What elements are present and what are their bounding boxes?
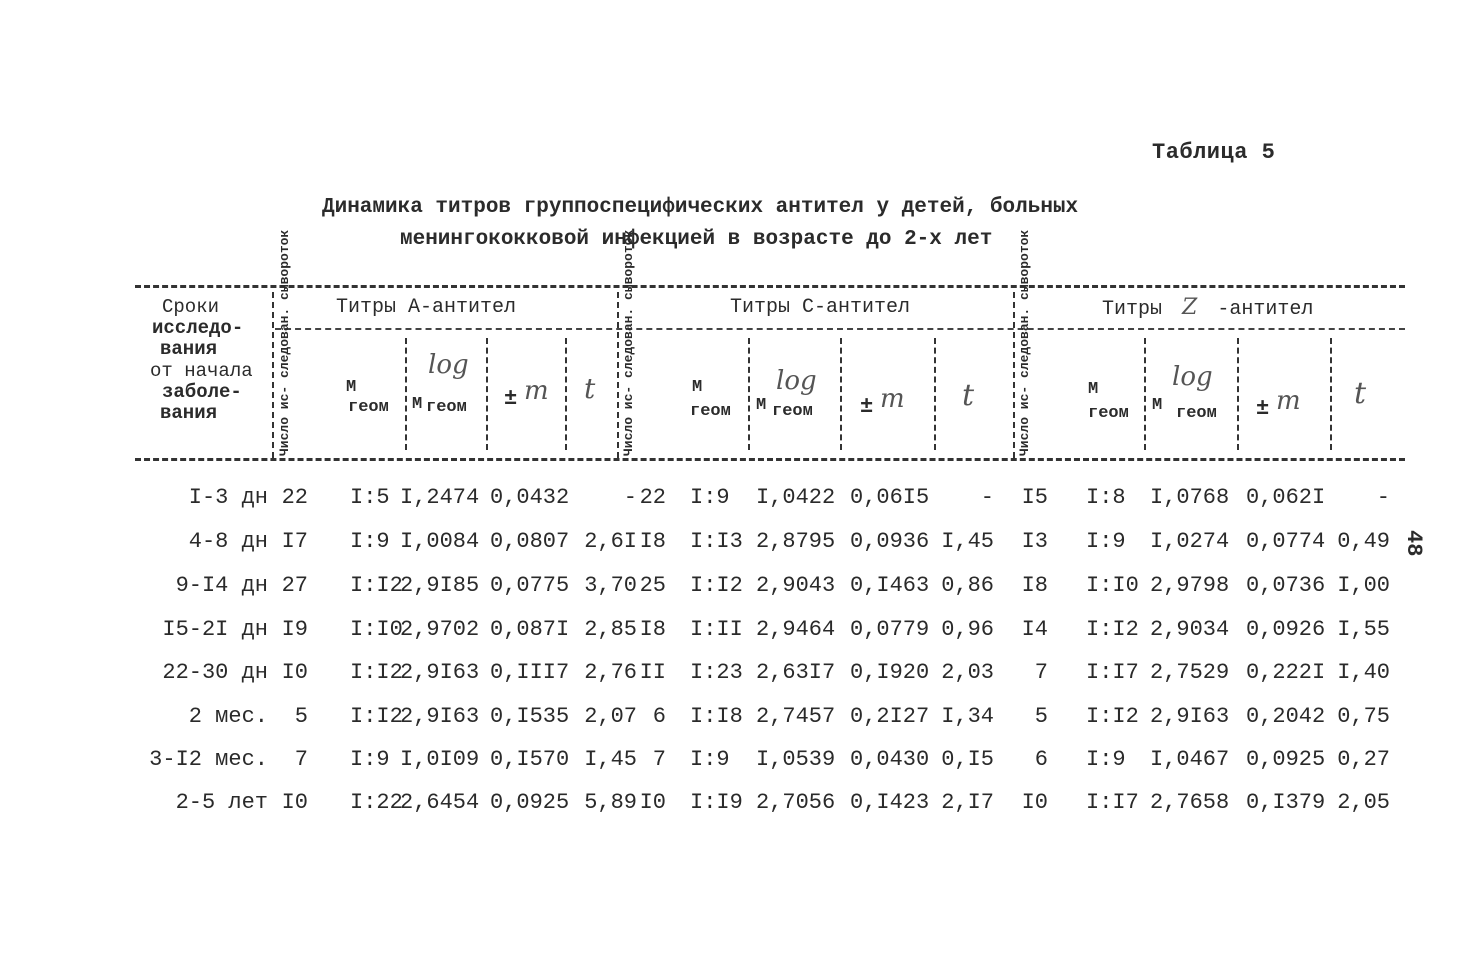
column-separator xyxy=(748,338,750,450)
column-separator xyxy=(565,338,567,450)
value-cell: 0,062I xyxy=(1246,485,1326,510)
log-label: log xyxy=(776,366,817,396)
value-cell: 0,I5 xyxy=(941,747,994,772)
value-cell: - xyxy=(1376,485,1390,510)
plus-minus: ± xyxy=(504,386,518,411)
period-cell: 3-I2 мес. xyxy=(149,747,268,772)
value-cell: 0,0779 xyxy=(850,617,930,642)
value-cell: 6 xyxy=(1034,747,1048,772)
value-cell: 2,03 xyxy=(941,660,994,685)
value-cell: I:II xyxy=(690,617,743,642)
value-cell: I:9 xyxy=(690,485,730,510)
value-cell: 2,I7 xyxy=(941,790,994,815)
value-cell: 2,6454 xyxy=(400,790,480,815)
value-cell: 2,76 xyxy=(584,660,637,685)
value-cell: 27 xyxy=(281,573,308,598)
c-t-header: t xyxy=(962,378,975,413)
value-cell: I,00 xyxy=(1337,573,1390,598)
value-cell: 0,0807 xyxy=(490,529,570,554)
group-z-symbol: Z xyxy=(1182,295,1198,320)
value-cell: I:I0 xyxy=(350,617,403,642)
value-cell: 0,222I xyxy=(1246,660,1326,685)
value-cell: 0,2042 xyxy=(1246,704,1326,729)
value-cell: I,0422 xyxy=(756,485,836,510)
value-cell: 0,I423 xyxy=(850,790,930,815)
value-cell: 25 xyxy=(639,573,666,598)
value-cell: 2,9798 xyxy=(1150,573,1230,598)
m-letter: M xyxy=(346,378,357,397)
value-cell: I5 xyxy=(1021,485,1048,510)
column-separator xyxy=(486,338,488,450)
value-cell: I:I2 xyxy=(690,573,743,598)
value-cell: I:I2 xyxy=(1086,704,1139,729)
count-z-header: Число ис- следован. сывороток xyxy=(1017,229,1032,456)
column-separator xyxy=(840,338,842,450)
m-letter: M xyxy=(756,396,767,415)
value-cell: I:I3 xyxy=(690,529,743,554)
period-cell: 4-8 дн xyxy=(188,529,268,554)
geom-label: геом xyxy=(690,402,731,421)
value-cell: 3,70 xyxy=(584,573,637,598)
value-cell: I,2474 xyxy=(400,485,480,510)
a-t-header: t xyxy=(584,372,596,405)
value-cell: I0 xyxy=(639,790,666,815)
value-cell: I:9 xyxy=(1086,529,1126,554)
value-cell: 0,0936 xyxy=(850,529,930,554)
value-cell: I:9 xyxy=(350,747,390,772)
value-cell: I0 xyxy=(281,660,308,685)
geom-label: геом xyxy=(348,398,389,417)
value-cell: I:9 xyxy=(1086,747,1126,772)
value-cell: 2,6I xyxy=(584,529,637,554)
value-cell: 6 xyxy=(652,704,666,729)
value-cell: I9 xyxy=(281,617,308,642)
period-cell: 22-30 дн xyxy=(162,660,268,685)
table-title-line-2: менингококковой инфекцией в возрасте до 2-х лет xyxy=(400,228,993,251)
plus-minus: ± xyxy=(860,394,874,419)
value-cell: I:9 xyxy=(350,529,390,554)
period-cell: 9-I4 дн xyxy=(175,573,268,598)
value-cell: 2,7529 xyxy=(1150,660,1230,685)
value-cell: 2,9043 xyxy=(756,573,836,598)
value-cell: 2,9702 xyxy=(400,617,480,642)
value-cell: I,0467 xyxy=(1150,747,1230,772)
value-cell: 0,96 xyxy=(941,617,994,642)
value-cell: 0,0774 xyxy=(1246,529,1326,554)
value-cell: 2,05 xyxy=(1337,790,1390,815)
value-cell: 0,087I xyxy=(490,617,570,642)
table-top-rule xyxy=(135,285,1405,288)
header-bottom-rule xyxy=(135,458,1405,461)
period-cell: I-3 дн xyxy=(188,485,268,510)
value-cell: I,0539 xyxy=(756,747,836,772)
value-cell: 0,06I5 xyxy=(850,485,930,510)
column-separator xyxy=(405,338,407,450)
value-cell: 7 xyxy=(1034,660,1048,685)
value-cell: 5 xyxy=(294,704,308,729)
count-c-header: Число ис- следован. сывороток xyxy=(621,229,636,456)
value-cell: I,0084 xyxy=(400,529,480,554)
value-cell: I:I8 xyxy=(690,704,743,729)
geom-label: геом xyxy=(1176,404,1217,423)
value-cell: I:I2 xyxy=(350,660,403,685)
value-cell: I0 xyxy=(1021,790,1048,815)
value-cell: 2,9I85 xyxy=(400,573,480,598)
column-separator xyxy=(1144,338,1146,450)
value-cell: 0,I570 xyxy=(490,747,570,772)
value-cell: 2,9I63 xyxy=(400,660,480,685)
value-cell: I:I9 xyxy=(690,790,743,815)
value-cell: 0,2I27 xyxy=(850,704,930,729)
value-cell: I4 xyxy=(1021,617,1048,642)
value-cell: 2,9464 xyxy=(756,617,836,642)
page-number: 48 xyxy=(1401,530,1426,557)
value-cell: 0,III7 xyxy=(490,660,570,685)
value-cell: 7 xyxy=(294,747,308,772)
m-letter: M xyxy=(692,378,703,397)
value-cell: 0,86 xyxy=(941,573,994,598)
value-cell: I0 xyxy=(281,790,308,815)
m-letter: M xyxy=(1088,380,1099,399)
value-cell: I,45 xyxy=(584,747,637,772)
value-cell: 0,I463 xyxy=(850,573,930,598)
m-label: m xyxy=(1276,386,1301,416)
period-cell: I5-2I дн xyxy=(162,617,268,642)
column-separator xyxy=(617,292,619,458)
value-cell: 0,75 xyxy=(1337,704,1390,729)
value-cell: 0,0430 xyxy=(850,747,930,772)
value-cell: 0,I379 xyxy=(1246,790,1326,815)
value-cell: I:I2 xyxy=(350,573,403,598)
value-cell: I8 xyxy=(639,617,666,642)
value-cell: I:I7 xyxy=(1086,660,1139,685)
value-cell: 2,9I63 xyxy=(400,704,480,729)
log-label: log xyxy=(428,350,469,380)
value-cell: 0,I535 xyxy=(490,704,570,729)
value-cell: 0,0775 xyxy=(490,573,570,598)
value-cell: 7 xyxy=(652,747,666,772)
value-cell: 0,0925 xyxy=(490,790,570,815)
period-cell: 2-5 лет xyxy=(175,790,268,815)
value-cell: I:5 xyxy=(350,485,390,510)
group-z-prefix: Титры xyxy=(1102,298,1163,321)
table-title-line-1: Динамика титров группоспецифических антител у детей, больных xyxy=(322,196,1079,219)
value-cell: I,55 xyxy=(1337,617,1390,642)
value-cell: 2,7658 xyxy=(1150,790,1230,815)
geom-label: геом xyxy=(1088,404,1129,423)
column-separator xyxy=(1237,338,1239,450)
value-cell: I:22 xyxy=(350,790,403,815)
value-cell: 2,7056 xyxy=(756,790,836,815)
period-header-line: Сроки xyxy=(162,296,220,318)
value-cell: I7 xyxy=(281,529,308,554)
value-cell: - xyxy=(623,485,637,510)
value-cell: 0,49 xyxy=(1337,529,1390,554)
period-header-line: вания xyxy=(160,402,218,424)
value-cell: II xyxy=(639,660,666,685)
z-t-header: t xyxy=(1354,376,1367,411)
table-label: Таблица 5 xyxy=(1152,140,1276,165)
column-separator xyxy=(272,292,274,458)
value-cell: 0,0432 xyxy=(490,485,570,510)
column-separator xyxy=(1330,338,1332,450)
value-cell: 2,9I63 xyxy=(1150,704,1230,729)
value-cell: 2,9034 xyxy=(1150,617,1230,642)
value-cell: I:I2 xyxy=(350,704,403,729)
period-header-line: от начала xyxy=(150,360,253,382)
value-cell: I:9 xyxy=(690,747,730,772)
period-cell: 2 мес. xyxy=(188,704,268,729)
value-cell: 5 xyxy=(1034,704,1048,729)
value-cell: I,0768 xyxy=(1150,485,1230,510)
value-cell: I,34 xyxy=(941,704,994,729)
value-cell: 2,7457 xyxy=(756,704,836,729)
value-cell: I:23 xyxy=(690,660,743,685)
value-cell: I,45 xyxy=(941,529,994,554)
count-a-header: Число ис- следован. сывороток xyxy=(277,229,292,456)
value-cell: I,40 xyxy=(1337,660,1390,685)
group-a-header: Титры А-антител xyxy=(336,296,517,319)
value-cell: I3 xyxy=(1021,529,1048,554)
value-cell: - xyxy=(980,485,994,510)
value-cell: I8 xyxy=(1021,573,1048,598)
log-label: log xyxy=(1172,362,1213,392)
value-cell: 0,27 xyxy=(1337,747,1390,772)
m-letter: M xyxy=(1152,396,1163,415)
value-cell: 0,0736 xyxy=(1246,573,1326,598)
value-cell: 2,8795 xyxy=(756,529,836,554)
value-cell: 2,07 xyxy=(584,704,637,729)
subheader-rule xyxy=(275,328,1405,330)
value-cell: 22 xyxy=(639,485,666,510)
value-cell: I,0I09 xyxy=(400,747,480,772)
m-letter: M xyxy=(412,395,423,414)
value-cell: 0,0926 xyxy=(1246,617,1326,642)
value-cell: I:8 xyxy=(1086,485,1126,510)
value-cell: I:I7 xyxy=(1086,790,1139,815)
value-cell: I:I2 xyxy=(1086,617,1139,642)
period-header-line: заболе- xyxy=(162,381,242,403)
value-cell: 2,85 xyxy=(584,617,637,642)
group-z-header xyxy=(1102,295,1314,321)
group-c-header: Титры С-антител xyxy=(730,296,911,319)
period-header-line: вания xyxy=(160,338,218,360)
value-cell: 22 xyxy=(281,485,308,510)
m-label: m xyxy=(880,384,905,414)
value-cell: 2,63I7 xyxy=(756,660,836,685)
plus-minus: ± xyxy=(1256,396,1270,421)
value-cell: I,0274 xyxy=(1150,529,1230,554)
m-label: m xyxy=(524,376,549,406)
column-separator xyxy=(1013,292,1015,458)
column-separator xyxy=(934,338,936,450)
group-z-suffix: -антител xyxy=(1217,298,1314,321)
geom-label: геом xyxy=(772,402,813,421)
geom-label: геом xyxy=(426,398,467,417)
value-cell: 0,I920 xyxy=(850,660,930,685)
value-cell: 5,89 xyxy=(584,790,637,815)
value-cell: 0,0925 xyxy=(1246,747,1326,772)
period-header-line: исследо- xyxy=(152,317,244,339)
value-cell: I8 xyxy=(639,529,666,554)
value-cell: I:I0 xyxy=(1086,573,1139,598)
